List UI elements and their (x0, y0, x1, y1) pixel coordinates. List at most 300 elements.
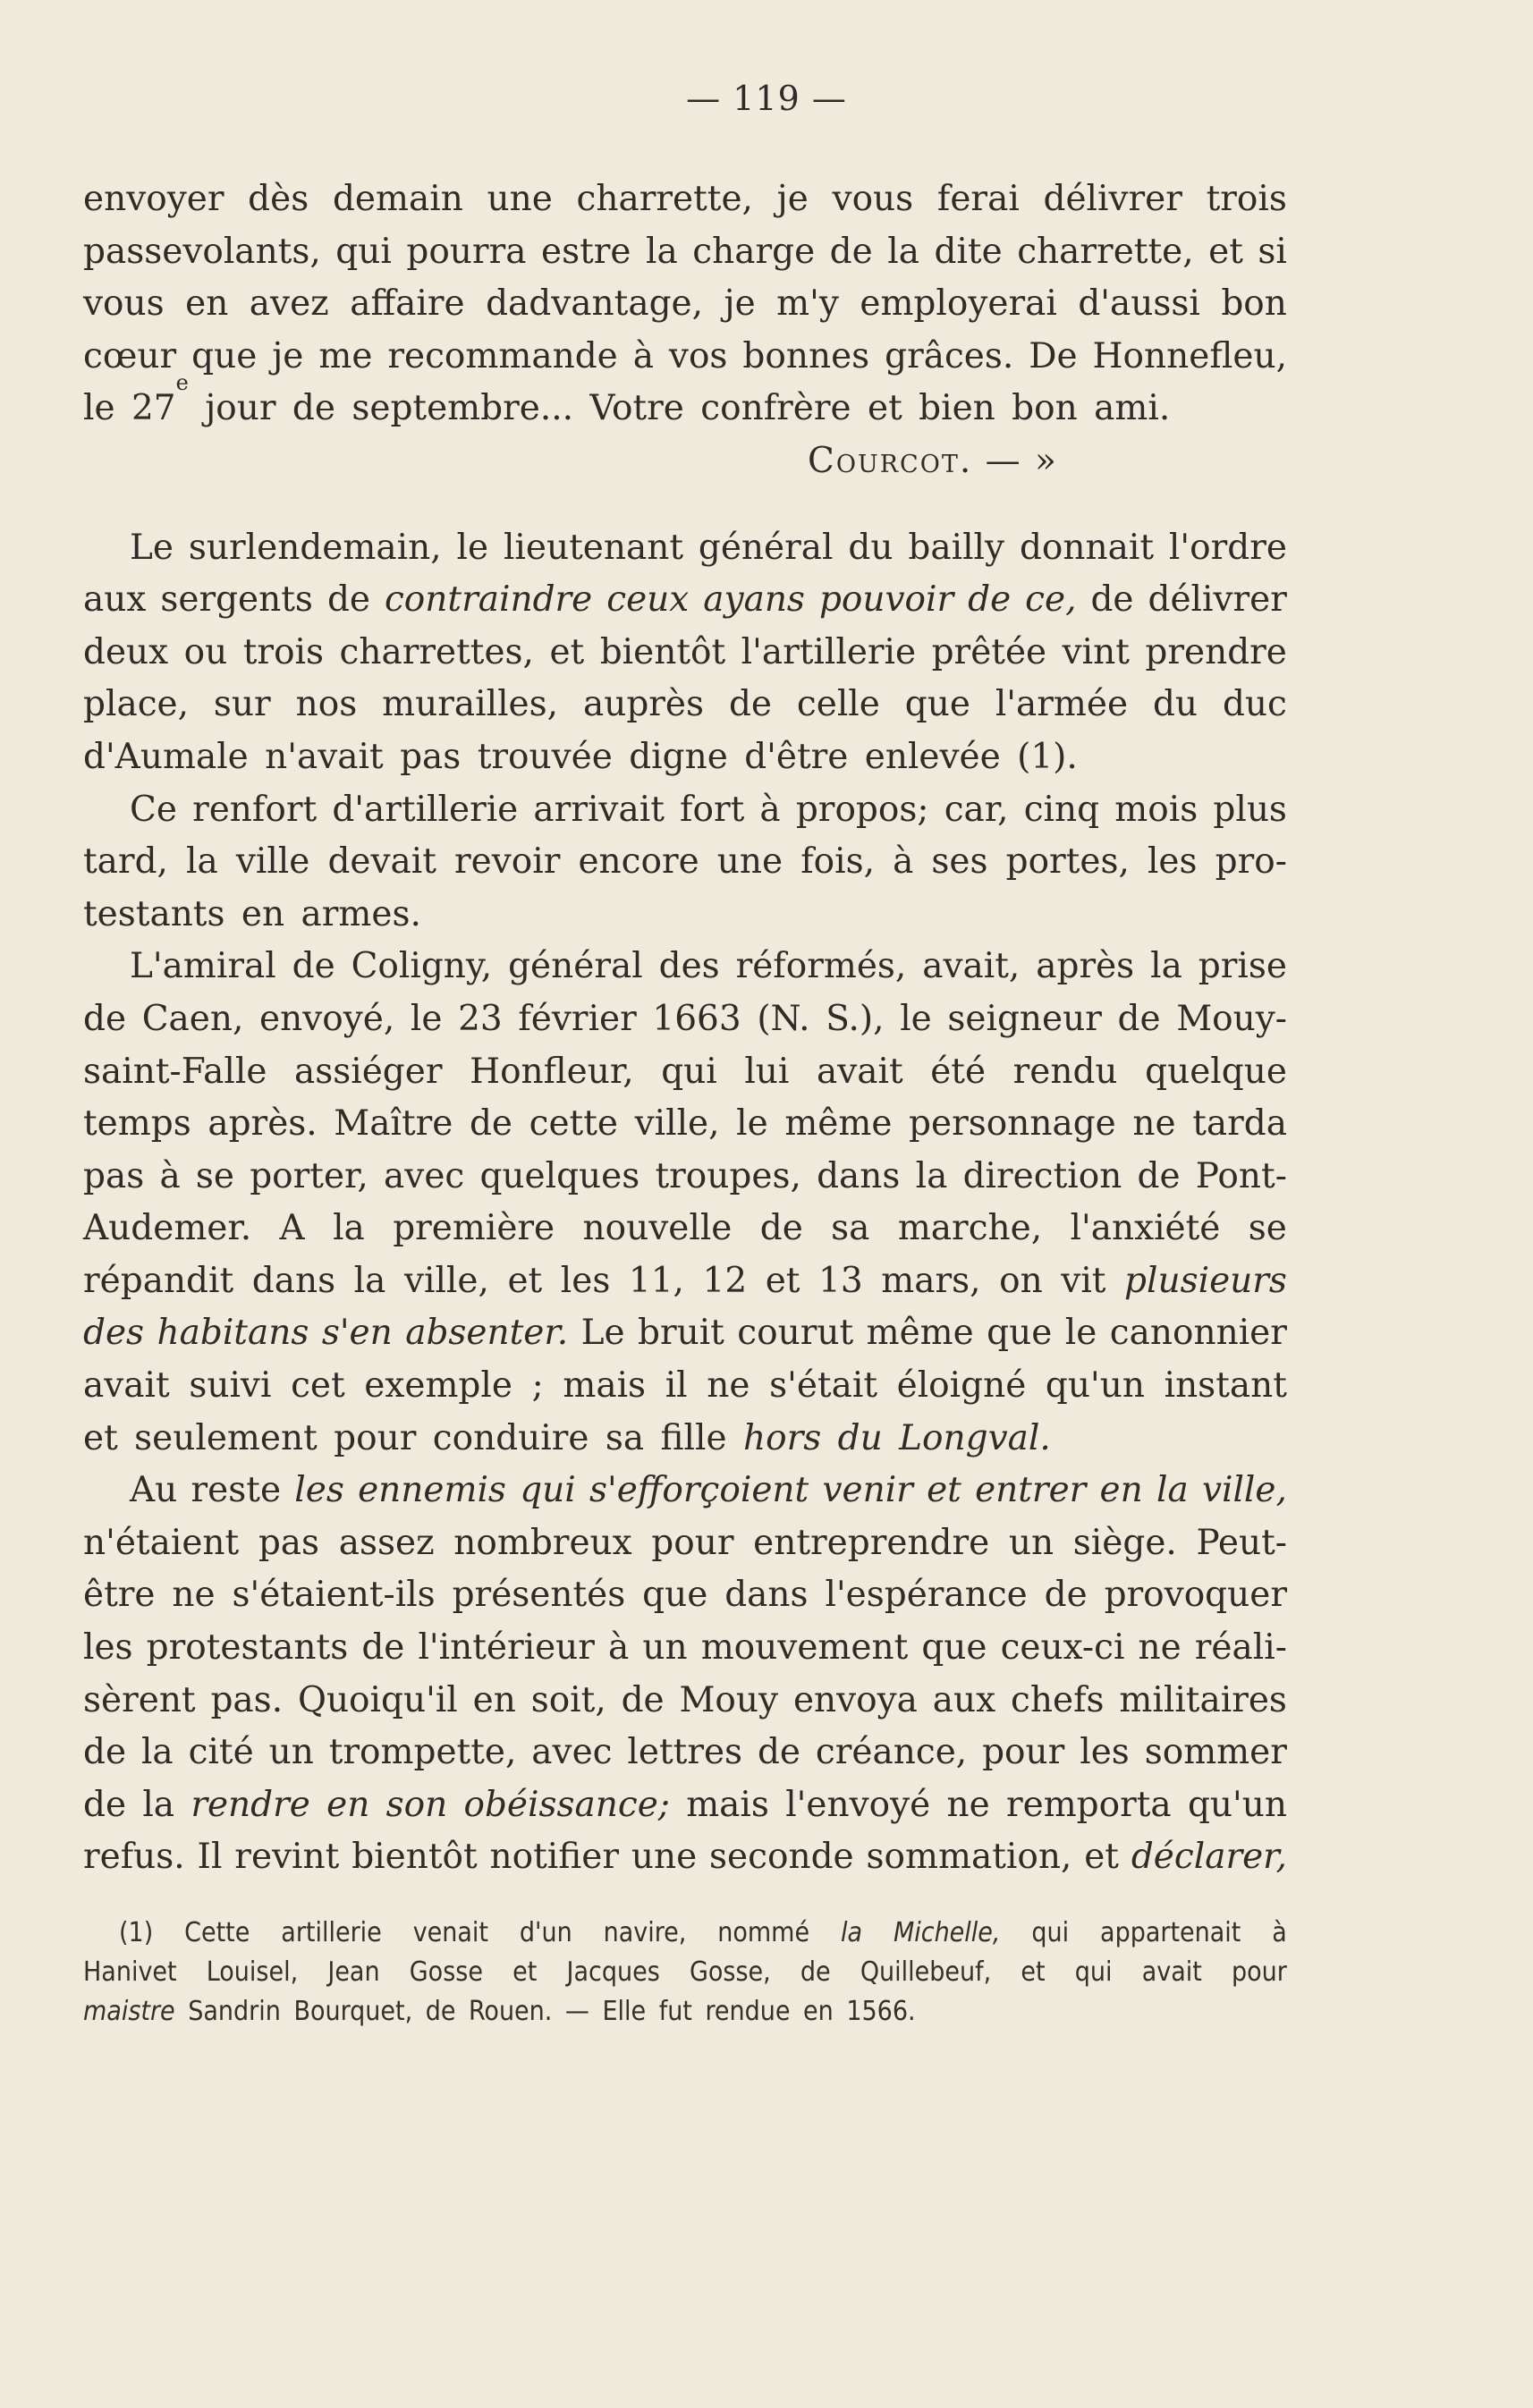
word: ville (235, 841, 310, 883)
word: dans (251, 1260, 336, 1301)
word: dès (248, 179, 309, 219)
text-line: d'Aumale n'avait pas trouvée digne d'être enlevée (1). (83, 736, 1078, 777)
word: de (759, 1208, 803, 1249)
word: Quillebeuf, (860, 1956, 992, 1988)
word: bonnes (742, 335, 870, 376)
word: qui (335, 231, 392, 272)
word: de (83, 1732, 127, 1773)
word: ou (183, 631, 228, 672)
word: temps (83, 1103, 191, 1145)
word: Jacques (566, 1956, 660, 1988)
italic-word: absenter. (405, 1313, 569, 1354)
word: trois (242, 631, 325, 672)
word: navire, (603, 1917, 687, 1948)
word: suivi (189, 1365, 272, 1407)
italic-span: hors du Longval. (743, 1417, 1051, 1458)
word: assez (338, 1522, 435, 1563)
italic-word: pouvoir (818, 579, 954, 621)
word: (N. (757, 998, 810, 1039)
word: propos; (795, 789, 929, 830)
word: avait (83, 1365, 170, 1407)
word: envoya (792, 1679, 918, 1720)
word: quelque (1145, 1051, 1287, 1092)
word: cette (529, 1103, 618, 1145)
word: ville, (403, 1260, 489, 1301)
word: qu'un (1187, 1784, 1287, 1825)
word: ne (1138, 1627, 1182, 1669)
signature: Courcot. — » (808, 440, 1058, 481)
text-line (83, 993, 1287, 1046)
word: être (83, 1575, 156, 1616)
word: avait (816, 1051, 903, 1092)
text-line (83, 1569, 1287, 1622)
word: et (1021, 1956, 1046, 1988)
word: qui (661, 1051, 717, 1092)
word: 23 (458, 998, 503, 1039)
word: s'était (769, 1365, 877, 1407)
word: lettres (627, 1732, 743, 1773)
word: soit, (530, 1679, 606, 1720)
word: de (1044, 1575, 1088, 1616)
word: remporta (1005, 1784, 1172, 1825)
word: notifier (489, 1837, 619, 1878)
word: qui (1031, 1917, 1070, 1948)
word: des (658, 946, 720, 987)
word: il (665, 1365, 688, 1407)
italic-word: ville, (1201, 1470, 1287, 1511)
word: première (393, 1208, 555, 1249)
text-line (83, 627, 1287, 680)
word: l'ordre (1168, 527, 1287, 568)
word: que (921, 1627, 987, 1669)
word: 11, (628, 1260, 684, 1301)
italic-span: maistre (83, 1996, 175, 2027)
word: la (646, 231, 678, 272)
word: provoquer (1104, 1575, 1287, 1616)
word: 1663 (652, 998, 741, 1039)
word: bailly (908, 527, 1005, 568)
word: ceux-ci (1000, 1627, 1125, 1669)
word: avait (1141, 1956, 1202, 1988)
word: portes, (1005, 841, 1130, 883)
word: ses (931, 841, 988, 883)
word: une (716, 841, 783, 883)
word: personnage (909, 1103, 1116, 1145)
word: et (507, 1260, 543, 1301)
word: que (987, 1313, 1053, 1354)
word: charrettes, (339, 631, 534, 672)
word: le (900, 998, 932, 1039)
word: cœur (83, 335, 177, 376)
italic-word: ce, (1025, 579, 1077, 621)
word: Il (197, 1837, 223, 1878)
word: Pont- (1195, 1155, 1287, 1196)
word: ferai (936, 179, 1020, 219)
word: à (608, 1627, 630, 1669)
word: avez (249, 283, 329, 325)
word: de (621, 1679, 665, 1720)
word: Caen, (141, 998, 244, 1039)
word: Gosse, (689, 1956, 771, 1988)
word: dite (934, 231, 1003, 272)
word: de (728, 684, 772, 725)
word: cité (188, 1732, 254, 1773)
footnote-line (83, 1992, 1287, 2032)
word: rendu (1012, 1051, 1118, 1092)
word: le (410, 998, 443, 1039)
word: demain (332, 179, 463, 219)
word: recommande (387, 335, 618, 376)
text-line (83, 1360, 1287, 1413)
word: ne (946, 1784, 990, 1825)
text-line (83, 1727, 1287, 1779)
text-line (83, 1779, 1287, 1832)
word: m'y (776, 283, 839, 325)
word: de (361, 1627, 405, 1669)
word: été (930, 1051, 987, 1092)
text-line (83, 331, 1287, 384)
text-span: le 27 (83, 388, 176, 429)
word: mais (686, 1784, 769, 1825)
word: du (1152, 684, 1198, 725)
word: les (560, 1260, 611, 1301)
word: réali- (1194, 1627, 1287, 1669)
word: à (759, 789, 781, 830)
word: je (724, 283, 756, 325)
word: charrette, (1017, 231, 1194, 272)
word: prêtée (931, 631, 1047, 672)
text-span: et seulement pour conduire sa fille (83, 1417, 727, 1458)
word: sergents (160, 579, 313, 621)
text-line (83, 1098, 1287, 1151)
word: reste (191, 1470, 282, 1511)
word: vos (668, 335, 728, 376)
word: sommer (1144, 1732, 1287, 1773)
word: la (887, 231, 919, 272)
word: l'artillerie (741, 631, 917, 672)
word: on (999, 1260, 1043, 1301)
word: je (272, 335, 304, 376)
text-span: jour de septembre... Votre confrère et bien bon ami. (205, 388, 1171, 429)
word: et (549, 631, 585, 672)
word: de (83, 1784, 127, 1825)
word: les (83, 1627, 133, 1669)
word: envoyé, (259, 998, 395, 1039)
word: siège. (1072, 1522, 1177, 1563)
word: trois (1206, 179, 1287, 219)
word: cet (291, 1365, 345, 1407)
text-line (83, 1151, 1287, 1204)
word: à (632, 335, 654, 376)
word: Peut- (1196, 1522, 1287, 1563)
word: Jean (327, 1956, 380, 1988)
word: de (1117, 998, 1161, 1039)
word: envoyer (83, 179, 224, 219)
word: De (1029, 335, 1078, 376)
word: le (1064, 1313, 1097, 1354)
word: Louisel, (206, 1956, 299, 1988)
word: estre (540, 231, 631, 272)
word: une (631, 1837, 698, 1878)
text-line (83, 1465, 1287, 1517)
word: un (1008, 1522, 1054, 1563)
italic-word: ceux (606, 579, 690, 621)
word: place, (83, 684, 190, 725)
word: ne (1132, 1103, 1176, 1145)
word: pourra (406, 231, 527, 272)
word: que (904, 684, 970, 725)
word: sèrent (83, 1679, 196, 1720)
word: charge (692, 231, 816, 272)
word: pour (982, 1732, 1065, 1773)
word: mois (1114, 789, 1198, 830)
word: S.), (826, 998, 885, 1039)
word: instant (1164, 1365, 1287, 1407)
word: la (142, 1784, 175, 1825)
word: protestants (146, 1627, 349, 1669)
italic-word: la (840, 1917, 863, 1948)
italic-word: de (968, 579, 1012, 621)
word: auprès (582, 684, 705, 725)
word: ne (172, 1575, 216, 1616)
italic-word: s'efforçoient (589, 1470, 809, 1511)
word: employerai (860, 283, 1057, 325)
word: artillerie (281, 1917, 382, 1948)
word: nos (295, 684, 358, 725)
word: d'artillerie (332, 789, 519, 830)
footnote-line (83, 1914, 1287, 1953)
word: vous (83, 283, 165, 325)
text-line (83, 1046, 1287, 1099)
word: une (487, 179, 553, 219)
word: le (456, 527, 489, 568)
word: présentés (452, 1575, 626, 1616)
italic-word: en (1099, 1470, 1143, 1511)
italic-word: entrer (975, 1470, 1087, 1511)
italic-word: venir (822, 1470, 913, 1511)
word: affaire (350, 283, 465, 325)
word: saint-Falle (83, 1051, 267, 1092)
word: murailles, (382, 684, 559, 725)
word: appartenait (1100, 1917, 1241, 1948)
word: qui (1074, 1956, 1113, 1988)
word: et (1084, 1837, 1119, 1878)
word: direction (962, 1155, 1122, 1196)
word: je (776, 179, 809, 219)
word: de (800, 1956, 831, 1988)
word: seigneur (947, 998, 1102, 1039)
word: de (469, 1103, 513, 1145)
italic-word: obéissance; (463, 1784, 670, 1825)
word: Mouy (679, 1679, 779, 1720)
word: marche, (897, 1208, 1043, 1249)
word: de (829, 231, 873, 272)
word: pour (651, 1522, 734, 1563)
word: assiéger (293, 1051, 443, 1092)
text-line (83, 941, 1287, 993)
word: canonnier (1109, 1313, 1287, 1354)
word: Quoiqu'il (297, 1679, 458, 1720)
word: dadvantage, (486, 283, 704, 325)
word: n'étaient (83, 1522, 240, 1563)
word: pas. (210, 1679, 284, 1720)
word: se (1248, 1208, 1287, 1249)
word: de (1090, 579, 1134, 621)
italic-word: plusieurs (1124, 1260, 1287, 1301)
text-line (83, 226, 1287, 279)
word: mars, (881, 1260, 981, 1301)
word: avait, (922, 946, 1021, 987)
word: quelques (479, 1155, 640, 1196)
body-text (83, 173, 1287, 1884)
word: la (140, 1732, 174, 1773)
word: troupes, (655, 1155, 801, 1196)
text-line (83, 1307, 1287, 1360)
word: grâces. (885, 335, 1014, 376)
word: à (1272, 1917, 1287, 1948)
word: aux (932, 1679, 996, 1720)
word: bientôt (351, 1837, 478, 1878)
word: chefs (1011, 1679, 1105, 1720)
word: courut (737, 1313, 854, 1354)
text-line (83, 1203, 1287, 1255)
word: et (512, 1956, 538, 1988)
footnote (83, 1914, 1287, 2032)
word: duc (1222, 684, 1287, 725)
text-line (83, 679, 1287, 731)
word: la (186, 841, 218, 883)
word: seconde (709, 1837, 854, 1878)
word: 13 (818, 1260, 863, 1301)
text-line (83, 1413, 1287, 1466)
word: même (866, 1313, 974, 1354)
word: délivrer (1043, 179, 1182, 219)
text-line (83, 1675, 1287, 1728)
text-line (83, 370, 1287, 435)
word: le (736, 1103, 768, 1145)
word: arrivait (533, 789, 665, 830)
word: la (1150, 946, 1182, 987)
italic-word: déclarer, (1131, 1837, 1287, 1878)
word: créance, (815, 1732, 968, 1773)
word: charrette, (576, 179, 753, 219)
word: en (185, 283, 229, 325)
page-number: — 119 — (686, 79, 847, 118)
word: refus. (83, 1837, 185, 1878)
word: que (191, 335, 258, 376)
italic-word: habitans (157, 1313, 309, 1354)
word: porter, (250, 1155, 368, 1196)
word: de (83, 998, 127, 1039)
word: ville, (634, 1103, 720, 1145)
word: tard, (83, 841, 168, 883)
word: la (333, 1208, 365, 1249)
text-line (83, 574, 1287, 627)
word: donnait (1019, 527, 1155, 568)
word: même (784, 1103, 893, 1145)
italic-word: qui (520, 1470, 576, 1511)
word: qu'un (1045, 1365, 1145, 1407)
text-line: testants en armes. (83, 893, 421, 934)
word: l'envoyé (785, 1784, 931, 1825)
word: général (698, 527, 834, 568)
italic-word: la (1156, 1470, 1189, 1511)
word: pas (83, 1155, 145, 1196)
word: nommé (717, 1917, 810, 1948)
word: mouvement (700, 1627, 909, 1669)
italic-word: rendre (191, 1784, 310, 1825)
word: la (353, 1260, 386, 1301)
word: lui (744, 1051, 790, 1092)
word: l'armée (995, 684, 1129, 725)
text-line (83, 1831, 1287, 1884)
word: Honnefleu, (1092, 335, 1287, 376)
word: réformés, (735, 946, 907, 987)
word: et (765, 1260, 800, 1301)
text-line (83, 1622, 1287, 1675)
word: dans (817, 1155, 901, 1196)
text-line (83, 784, 1287, 837)
word: Coligny, (351, 946, 493, 987)
text-span: Sandrin Bourquet, de Rouen. — Elle fut rendue en 1566. (188, 1996, 916, 2027)
word: sa (831, 1208, 870, 1249)
word: Au (130, 1470, 178, 1511)
word: prise (1198, 946, 1287, 987)
word: nombreux (453, 1522, 632, 1563)
italic-word: les (294, 1470, 344, 1511)
word: renfort (192, 789, 318, 830)
word: bientôt (599, 631, 726, 672)
word: militaires (1119, 1679, 1287, 1720)
word: revint (234, 1837, 340, 1878)
italic-word: contraindre (384, 579, 593, 621)
word: un (642, 1627, 688, 1669)
italic-word: et (927, 1470, 961, 1511)
word: avec (531, 1732, 613, 1773)
word: trompette, (328, 1732, 517, 1773)
italic-word: s'en (321, 1313, 393, 1354)
word: nouvelle (582, 1208, 733, 1249)
italic-word: ennemis (358, 1470, 506, 1511)
word: d'aussi (1078, 283, 1200, 325)
word: exemple (364, 1365, 512, 1407)
word: surlendemain, (188, 527, 442, 568)
word: Cette (184, 1917, 250, 1948)
word: répandit (83, 1260, 234, 1301)
word: les (1147, 841, 1198, 883)
word: fort (680, 789, 745, 830)
word: (1) (119, 1917, 154, 1948)
word: que (642, 1575, 708, 1616)
word: la (915, 1155, 948, 1196)
word: général (508, 946, 643, 987)
word: l'anxiété (1070, 1208, 1221, 1249)
word: si (1258, 231, 1287, 272)
word: de (326, 579, 370, 621)
italic-word: des (83, 1313, 145, 1354)
word: Gosse (409, 1956, 483, 1988)
word: se (195, 1155, 235, 1196)
text-line (83, 836, 1287, 889)
word: lieutenant (503, 527, 683, 568)
word: A (279, 1208, 305, 1249)
word: Maître (334, 1103, 453, 1145)
word: mais (563, 1365, 647, 1407)
word: bon (1221, 283, 1287, 325)
text-line (83, 278, 1287, 331)
word: car, (944, 789, 1009, 830)
word: plus (1213, 789, 1287, 830)
